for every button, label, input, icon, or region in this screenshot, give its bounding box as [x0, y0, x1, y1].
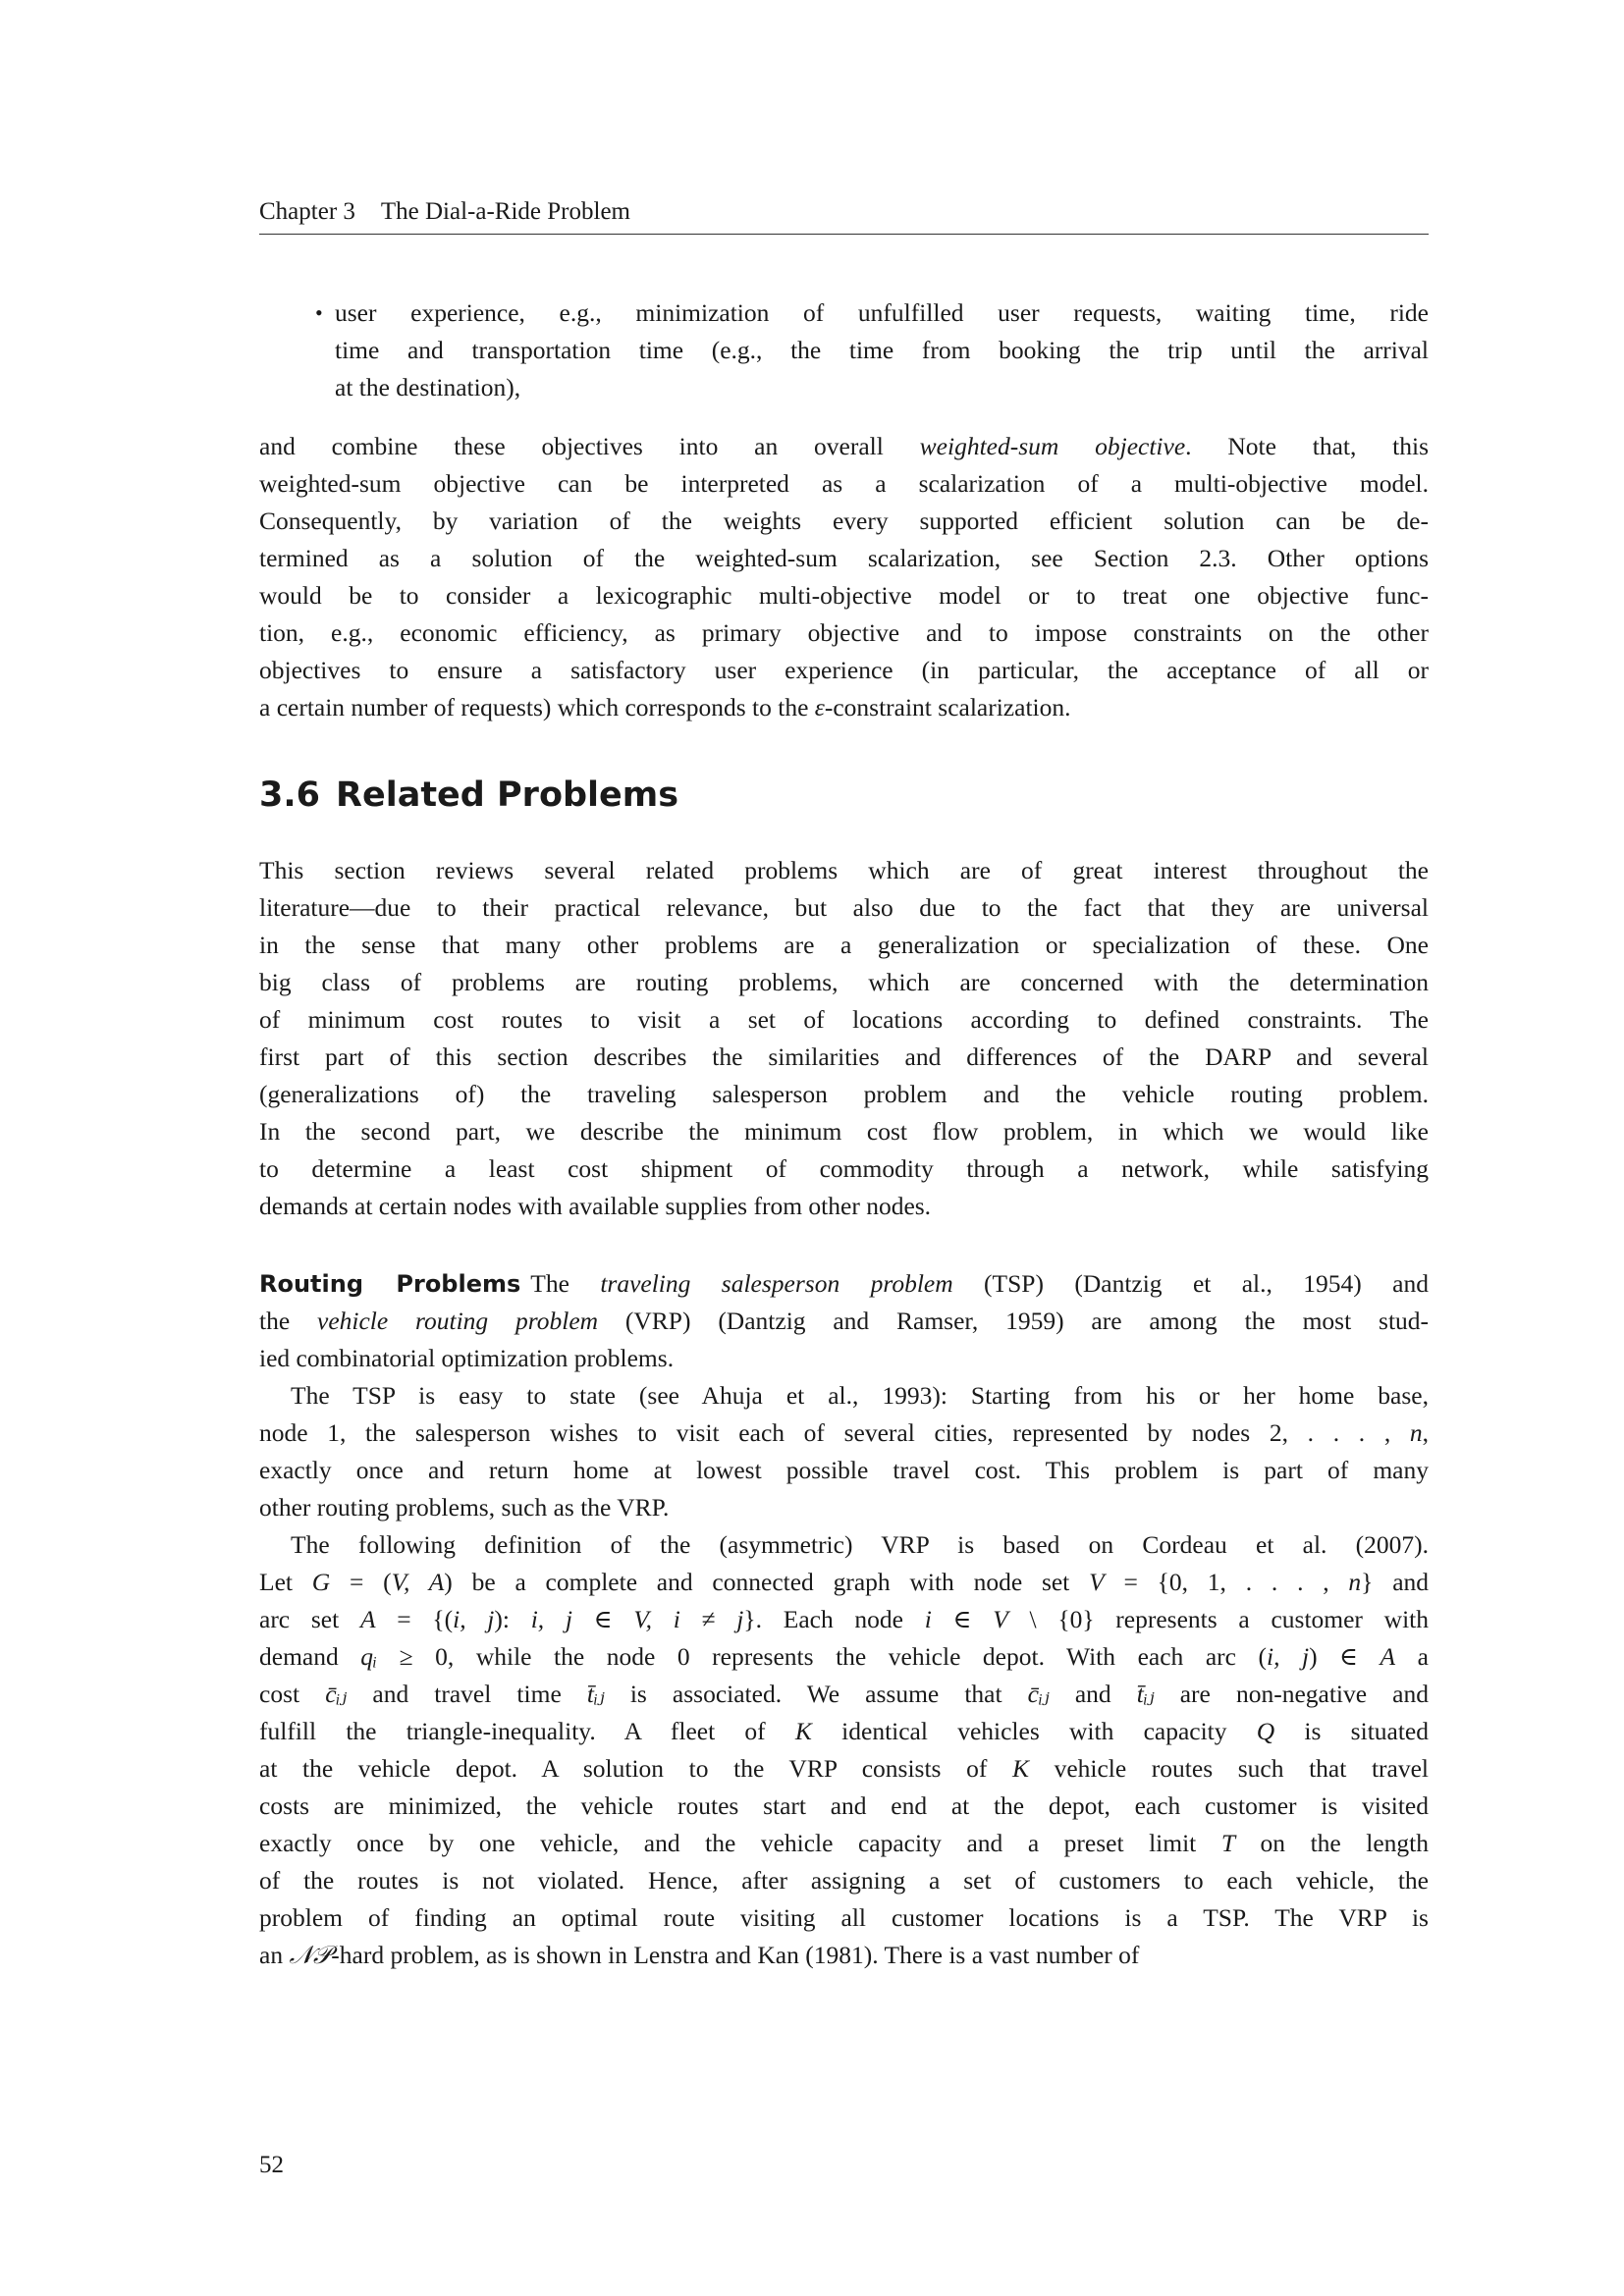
text-line	[259, 1303, 1429, 1340]
italic-text: i, j	[453, 1605, 495, 1633]
text-line	[259, 927, 1429, 964]
paragraph-weighted-sum	[259, 428, 1429, 726]
italic-text: V	[1089, 1568, 1105, 1596]
text-run: arc set	[259, 1605, 360, 1633]
section-number: 3.6	[259, 775, 321, 815]
text-run: at the destination),	[335, 373, 521, 401]
text-run: problem of finding an optimal route visiting all customer locations is a TSP. The VRP is	[259, 1903, 1429, 1932]
italic-text: 𝒩𝒫	[289, 1941, 332, 1969]
text-line	[259, 1001, 1429, 1039]
text-line	[259, 1899, 1429, 1937]
text-run: time and transportation time (e.g., the time from booking the trip until the arrival	[335, 336, 1429, 364]
text-run: ) ∈	[1309, 1642, 1380, 1671]
text-run: is situated	[1274, 1717, 1429, 1745]
text-run: ≥ 0, while the node 0 represents the vehicle depot. With each arc (	[377, 1642, 1267, 1671]
italic-text: i	[924, 1605, 932, 1633]
italic-text: qᵢ	[360, 1642, 378, 1671]
text-line	[259, 614, 1429, 652]
text-run: and	[1049, 1680, 1137, 1708]
text-line	[259, 1489, 1429, 1526]
text-run: (VRP) (Dantzig and Ramser, 1959) are among the most stud-	[598, 1307, 1429, 1335]
text-run: first part of this section describes the similarities and differences of the DARP and several	[259, 1042, 1429, 1071]
text-line	[259, 1713, 1429, 1750]
text-line	[259, 465, 1429, 503]
text-line	[259, 1377, 1429, 1415]
italic-text: T	[1220, 1829, 1235, 1857]
paragraph-vrp	[259, 1526, 1429, 1974]
text-run: ≠	[679, 1605, 737, 1633]
text-run: fulfill the triangle-inequality. A fleet of	[259, 1717, 795, 1745]
text-line	[259, 1750, 1429, 1788]
italic-text: traveling salesperson problem	[600, 1269, 953, 1298]
italic-text: i, j	[530, 1605, 572, 1633]
text-run: This section reviews several related problems which are of great interest throughout the	[259, 856, 1429, 884]
paragraph-section-intro	[259, 852, 1429, 1225]
italic-text: j	[736, 1605, 744, 1633]
text-run: an	[259, 1941, 290, 1969]
text-run: ) be a complete and connected graph with node set	[444, 1568, 1090, 1596]
text-line	[259, 1676, 1429, 1713]
text-line	[335, 294, 1429, 332]
text-run: a certain number of requests) which corresponds to the	[259, 693, 815, 721]
text-line	[259, 1564, 1429, 1601]
text-run: (TSP) (Dantzig et al., 1954) and	[952, 1269, 1429, 1298]
text-run: of the routes is not violated. Hence, after assigning a set of customers to each vehicle, the	[259, 1866, 1429, 1895]
italic-text: weighted-sum objective	[919, 432, 1186, 460]
text-run: to determine a least cost shipment of commodity through a network, while satisfying	[259, 1154, 1429, 1183]
text-line	[259, 889, 1429, 927]
text-run: and combine these objectives into an overall	[259, 432, 920, 460]
paragraph-tsp	[259, 1377, 1429, 1526]
text-run: in the sense that many other problems are a generalization or specialization of these. One	[259, 931, 1429, 959]
chapter-label: Chapter 3	[259, 198, 355, 225]
text-run: demands at certain nodes with available supplies from other nodes.	[259, 1192, 932, 1220]
text-run: identical vehicles with capacity	[811, 1717, 1257, 1745]
text-run: } and	[1361, 1568, 1429, 1596]
text-run: = (	[330, 1568, 392, 1596]
italic-text: Q	[1256, 1717, 1275, 1745]
text-run: would be to consider a lexicographic multi-objective model or to treat one objective func-	[259, 581, 1429, 610]
bullet-text	[335, 294, 1429, 406]
text-run: costs are minimized, the vehicle routes start and end at the depot, each customer is visited	[259, 1791, 1429, 1820]
italic-text: t̄ᵢⱼ	[1136, 1680, 1155, 1708]
text-run: a	[1395, 1642, 1429, 1671]
text-run: the	[259, 1307, 317, 1335]
italic-text: c̄ᵢⱼ	[325, 1680, 348, 1708]
text-line	[259, 577, 1429, 614]
italic-text: ε	[814, 693, 825, 721]
text-run: ,	[1422, 1418, 1429, 1447]
text-run: In the second part, we describe the minimum cost flow problem, in which we would like	[259, 1117, 1429, 1146]
text-line	[259, 1039, 1429, 1076]
italic-text: K	[794, 1717, 812, 1745]
text-run: The following definition of the (asymmetric) VRP is based on Cordeau et al. (2007).	[291, 1530, 1429, 1559]
bullet-icon: •	[315, 300, 323, 325]
text-line	[259, 1265, 1429, 1303]
bullet-item	[315, 294, 1429, 406]
text-run: cost	[259, 1680, 326, 1708]
text-run: exactly once and return home at lowest possible travel cost. This problem is part of many	[259, 1456, 1429, 1484]
text-run: vehicle routes such that travel	[1028, 1754, 1429, 1783]
text-run: demand	[259, 1642, 361, 1671]
text-run: = {(	[375, 1605, 454, 1633]
italic-text: A	[359, 1605, 376, 1633]
text-line	[259, 652, 1429, 689]
text-run: other routing problems, such as the VRP.	[259, 1493, 670, 1522]
text-line	[259, 689, 1429, 726]
text-run: on the length	[1235, 1829, 1429, 1857]
chapter-title: The Dial-a-Ride Problem	[380, 198, 630, 225]
text-line	[335, 332, 1429, 369]
running-header	[259, 198, 1429, 235]
text-line	[259, 1188, 1429, 1225]
run-in-heading: Routing Problems	[259, 1270, 521, 1298]
italic-text: K	[1011, 1754, 1029, 1783]
text-line	[259, 540, 1429, 577]
text-run: -constraint scalarization.	[824, 693, 1071, 721]
text-line	[259, 1340, 1429, 1377]
text-run: user experience, e.g., minimization of unfulfilled user requests, waiting time, ride	[335, 298, 1429, 327]
text-run: objectives to ensure a satisfactory user experience (in particular, the acceptance of all or	[259, 656, 1429, 684]
text-line	[259, 1862, 1429, 1899]
text-run: The	[530, 1269, 601, 1298]
text-run: . Note that, this	[1185, 432, 1429, 460]
text-line	[259, 1150, 1429, 1188]
text-run: node 1, the salesperson wishes to visit each of several cities, represented by nodes 2, . . . ,	[259, 1418, 1410, 1447]
section-title: Related Problems	[336, 775, 679, 815]
text-line	[259, 1788, 1429, 1825]
text-line	[259, 428, 1429, 465]
text-line	[259, 964, 1429, 1001]
italic-text: G	[311, 1568, 331, 1596]
text-run: }. Each node	[743, 1605, 925, 1633]
text-run: ∈	[931, 1605, 994, 1633]
text-run: tion, e.g., economic efficiency, as primary objective and to impose constraints on the other	[259, 618, 1429, 647]
italic-text: n	[1409, 1418, 1423, 1447]
text-run: ∈	[571, 1605, 634, 1633]
text-run: termined as a solution of the weighted-sum scalarization, see Section 2.3. Other options	[259, 544, 1429, 572]
italic-text: V, A	[391, 1568, 445, 1596]
italic-text: n	[1348, 1568, 1362, 1596]
text-line	[259, 1937, 1429, 1974]
text-line	[335, 369, 1429, 406]
text-run: big class of problems are routing problems, which are concerned with the determination	[259, 968, 1429, 996]
italic-text: t̄ᵢⱼ	[586, 1680, 605, 1708]
text-line	[259, 1526, 1429, 1564]
section-heading	[259, 775, 678, 815]
text-line	[259, 852, 1429, 889]
text-run: literature—due to their practical relevance, but also due to the fact that they are universal	[259, 893, 1429, 922]
text-run: is associated. We assume that	[604, 1680, 1028, 1708]
italic-text: V, i	[633, 1605, 680, 1633]
italic-text: c̄ᵢⱼ	[1027, 1680, 1050, 1708]
text-line	[259, 1113, 1429, 1150]
text-line	[259, 1825, 1429, 1862]
italic-text: vehicle routing problem	[317, 1307, 599, 1335]
italic-text: i, j	[1266, 1642, 1310, 1671]
text-line	[259, 1076, 1429, 1113]
text-line	[259, 503, 1429, 540]
text-run: Let	[259, 1568, 312, 1596]
text-run: at the vehicle depot. A solution to the VRP consists of	[259, 1754, 1012, 1783]
italic-text: A	[1380, 1642, 1396, 1671]
text-run: Consequently, by variation of the weights every supported efficient solution can be de-	[259, 507, 1429, 535]
text-run: and travel time	[347, 1680, 587, 1708]
paragraph-routing-problems	[259, 1265, 1429, 1377]
text-run: weighted-sum objective can be interpreted as a scalarization of a multi-objective model.	[259, 469, 1429, 498]
text-line	[259, 1601, 1429, 1638]
text-run: are non-negative and	[1154, 1680, 1429, 1708]
text-run: (generalizations of) the traveling salesperson problem and the vehicle routing problem.	[259, 1080, 1429, 1108]
italic-text: V	[993, 1605, 1008, 1633]
text-line	[259, 1452, 1429, 1489]
text-run: of minimum cost routes to visit a set of locations according to defined constraints. The	[259, 1005, 1429, 1034]
text-run: The TSP is easy to state (see Ahuja et al., 1993): Starting from his or her home base,	[291, 1381, 1429, 1410]
text-line	[259, 1638, 1429, 1676]
page-number: 52	[259, 2152, 284, 2178]
text-line	[259, 1415, 1429, 1452]
text-run: \ {0} represents a customer with	[1007, 1605, 1429, 1633]
text-run: -hard problem, as is shown in Lenstra and Kan (1981). There is a vast number of	[331, 1941, 1140, 1969]
text-run: = {0, 1, . . . ,	[1104, 1568, 1349, 1596]
text-run: ied combinatorial optimization problems.	[259, 1344, 675, 1372]
text-run: ):	[494, 1605, 531, 1633]
text-run: exactly once by one vehicle, and the vehicle capacity and a preset limit	[259, 1829, 1221, 1857]
